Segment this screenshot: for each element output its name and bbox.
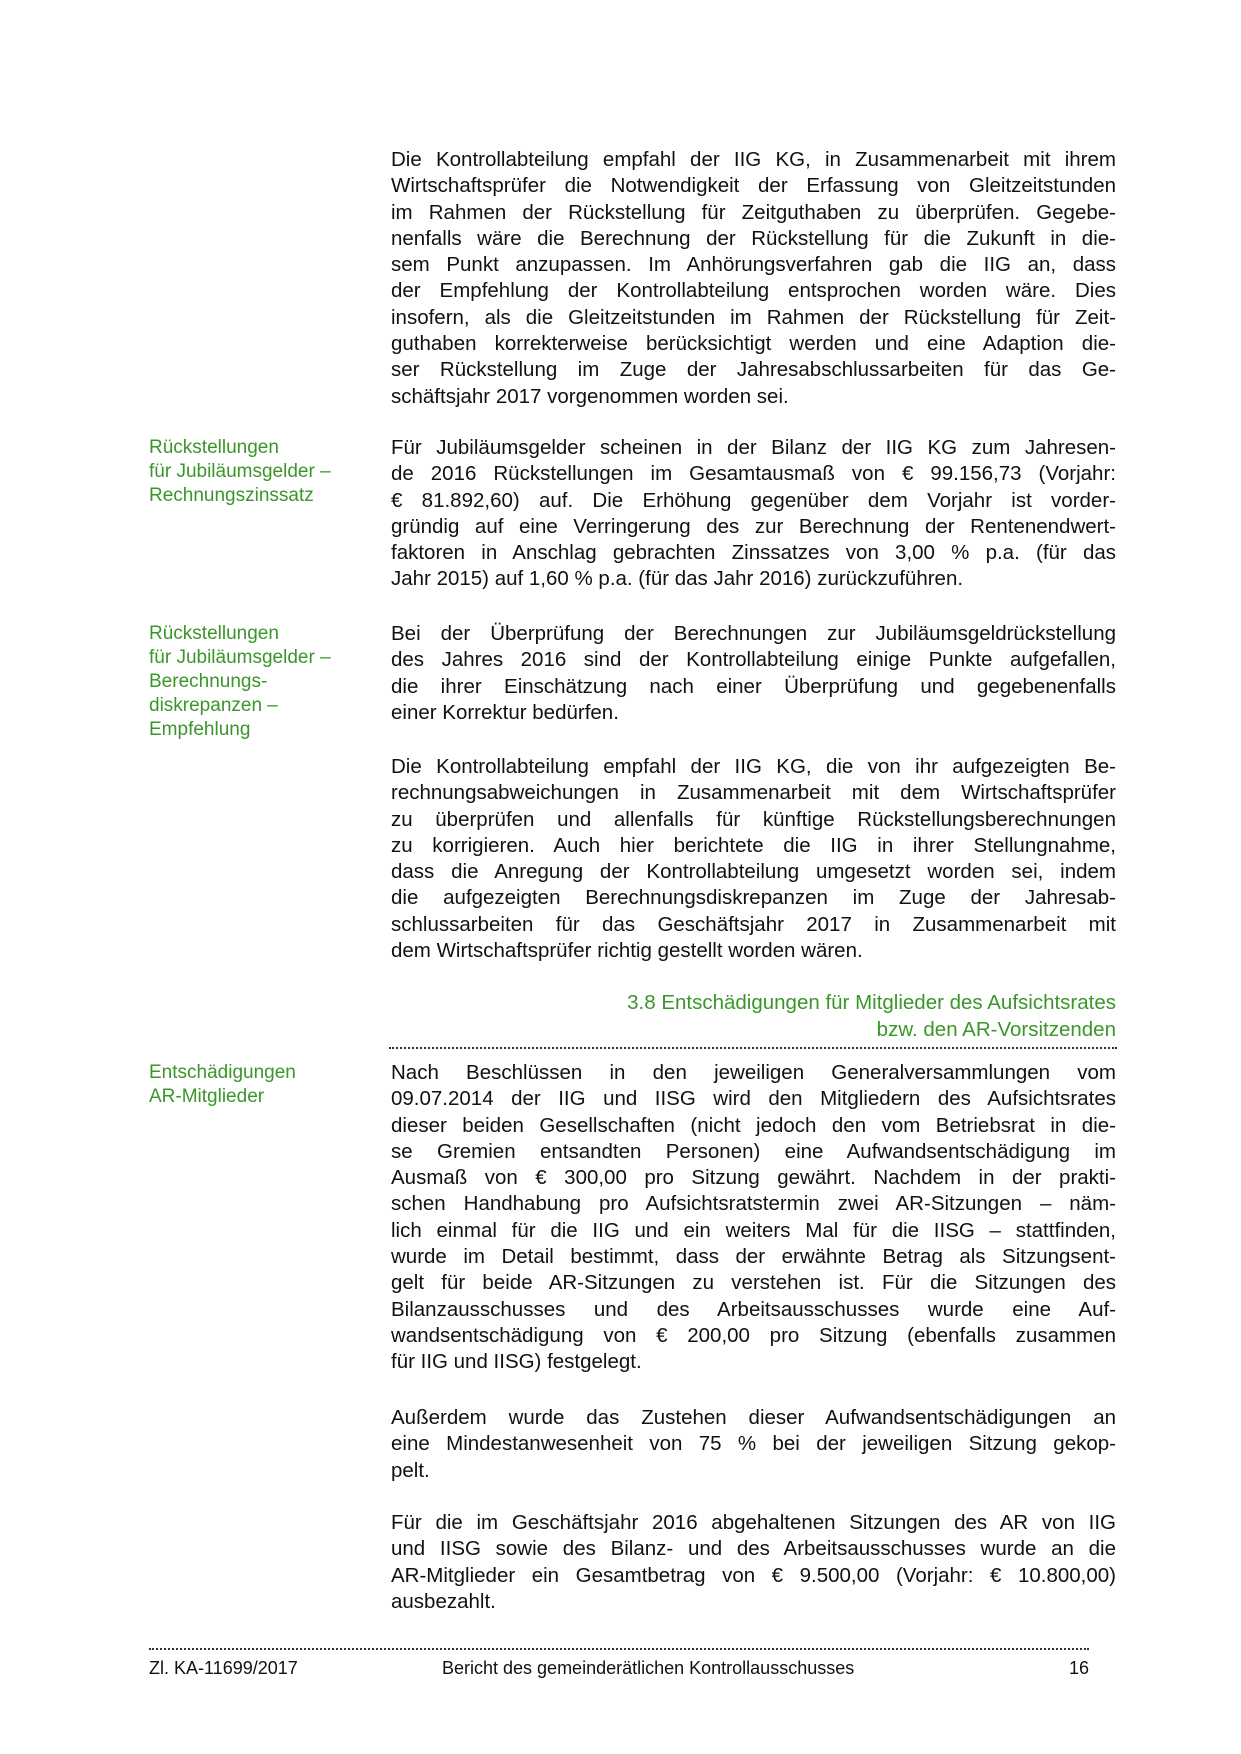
sidenote-line: Rechnungszinssatz — [149, 485, 314, 506]
footer-title: Bericht des gemeinderätlichen Kontrollausschusses — [442, 1658, 855, 1678]
text-line: Jahr 2015) auf 1,60 % p.a. (für das Jahr 2016) zurückzuführen. — [391, 567, 964, 591]
text-line: dass die Anregung der Kontrollabteilung umgesetzt worden sei, indem — [391, 860, 1116, 884]
text-line: wurde im Detail bestimmt, dass der erwähnte Betrag als Sitzungsent- — [391, 1245, 1116, 1269]
paragraph-mindestanwesenheit — [391, 1405, 1116, 1484]
text-line: Die Kontrollabteilung empfahl der IIG KG, in Zusammenarbeit mit ihrem — [391, 148, 1116, 171]
text-line: Außerdem wurde das Zustehen dieser Aufwandsentschädigungen an — [391, 1406, 1116, 1429]
sidenote-line: Empfehlung — [149, 719, 251, 740]
text-line: insofern, als die Gleitzeitstunden im Rahmen der Rückstellung für Zeit- — [391, 305, 1116, 329]
sidenote-line: Entschädigungen — [149, 1062, 296, 1083]
sidenote-berechnungsdiskrepanzen — [149, 622, 369, 742]
section-divider — [389, 1047, 1117, 1049]
paragraph-zeitguthaben-empfehlung — [391, 147, 1116, 410]
paragraph-gesamtbetrag — [391, 1510, 1116, 1615]
sidenote-line: für Jubiläumsgelder – — [149, 647, 331, 668]
text-line: Nach Beschlüssen in den jeweiligen Generalversammlungen vom — [391, 1061, 1116, 1084]
text-line: Bilanzausschusses und des Arbeitsausschusses wurde eine Auf- — [391, 1297, 1116, 1321]
text-line: Die Kontrollabteilung empfahl der IIG KG, die von ihr aufgezeigten Be- — [391, 755, 1116, 778]
footer-reference: Zl. KA-11699/2017 — [149, 1658, 298, 1678]
section-heading-line2: bzw. den AR-Vorsitzenden — [876, 1017, 1116, 1041]
text-line: schäftsjahr 2017 vorgenommen worden sei. — [391, 384, 789, 408]
sidenote-entschaedigungen — [149, 1061, 369, 1109]
text-line: Bei der Überprüfung der Berechnungen zur Jubiläumsgeldrückstellung — [391, 622, 1116, 645]
text-line: des Jahres 2016 sind der Kontrollabteilung einige Punkte aufgefallen, — [391, 648, 1116, 672]
text-line: lich einmal für die IIG und ein weiters Mal für die IISG – stattfinden, — [391, 1218, 1116, 1242]
text-line: AR-Mitglieder ein Gesamtbetrag von € 9.500,00 (Vorjahr: € 10.800,00) — [391, 1563, 1116, 1587]
text-line: Für die im Geschäftsjahr 2016 abgehaltenen Sitzungen des AR von IIG — [391, 1511, 1116, 1534]
text-line: gelt für beide AR-Sitzungen zu verstehen ist. Für die Sitzungen des — [391, 1271, 1116, 1295]
sidenote-line: Rückstellungen — [149, 623, 279, 644]
text-line: im Rahmen der Rückstellung für Zeitguthaben zu überprüfen. Gegebe- — [391, 200, 1116, 224]
section-heading — [391, 990, 1116, 1043]
text-line: guthaben korrekterweise berücksichtigt werden und eine Adaption die- — [391, 332, 1116, 356]
text-line: nenfalls wäre die Berechnung der Rückstellung für die Zukunft in die- — [391, 226, 1116, 250]
text-line: Wirtschaftsprüfer die Notwendigkeit der Erfassung von Gleitzeitstunden — [391, 174, 1116, 198]
text-line: schlussarbeiten für das Geschäftsjahr 2017 in Zusammenarbeit mit — [391, 912, 1116, 936]
text-line: ser Rückstellung im Zuge der Jahresabschlussarbeiten für das Ge- — [391, 358, 1116, 382]
text-line: und IISG sowie des Bilanz- und des Arbeitsausschusses wurde an die — [391, 1537, 1116, 1561]
text-line: schen Handhabung pro Aufsichtsratstermin zwei AR-Sitzungen – näm- — [391, 1192, 1116, 1216]
text-line: die aufgezeigten Berechnungsdiskrepanzen im Zuge der Jahresab- — [391, 886, 1116, 910]
text-line: rechnungsabweichungen in Zusammenarbeit mit dem Wirtschaftsprüfer — [391, 781, 1116, 805]
text-line: faktoren in Anschlag gebrachten Zinssatzes von 3,00 % p.a. (für das — [391, 541, 1116, 565]
text-line: de 2016 Rückstellungen im Gesamtausmaß von € 99.156,73 (Vorjahr: — [391, 462, 1116, 486]
text-line: se Gremien entsandten Personen) eine Aufwandsentschädigung im — [391, 1139, 1116, 1163]
text-line: dieser beiden Gesellschaften (nicht jedoch den vom Betriebsrat in die- — [391, 1113, 1116, 1137]
text-line: eine Mindestanwesenheit von 75 % bei der jeweiligen Sitzung gekop- — [391, 1432, 1116, 1456]
sidenote-line: für Jubiläumsgelder – — [149, 461, 331, 482]
text-line: sem Punkt anzupassen. Im Anhörungsverfahren gab die IIG an, dass — [391, 253, 1116, 277]
footer-divider — [149, 1648, 1089, 1650]
text-line: gründig auf eine Verringerung des zur Berechnung der Rentenendwert- — [391, 514, 1116, 538]
text-line: € 81.892,60) auf. Die Erhöhung gegenüber dem Vorjahr ist vorder- — [391, 488, 1116, 512]
paragraph-ueberpruefung — [391, 621, 1116, 726]
sidenote-line: Berechnungs- — [149, 671, 268, 692]
paragraph-empfehlung-korrektur — [391, 754, 1116, 964]
text-line: die ihrer Einschätzung nach einer Überprüfung und gegebenenfalls — [391, 674, 1116, 698]
text-line: zu überprüfen und allenfalls für künftige Rückstellungsberechnungen — [391, 807, 1116, 831]
text-line: für IIG und IISG) festgelegt. — [391, 1350, 642, 1374]
sidenote-rechnungszinssatz — [149, 436, 369, 508]
text-line: zu korrigieren. Auch hier berichtete die IIG in ihrer Stellungnahme, — [391, 833, 1116, 857]
paragraph-jubilaeumsgelder — [391, 435, 1116, 593]
text-line: pelt. — [391, 1458, 430, 1482]
text-line: 09.07.2014 der IIG und IISG wird den Mitgliedern des Aufsichtsrates — [391, 1087, 1116, 1111]
text-line: wandsentschädigung von € 200,00 pro Sitzung (ebenfalls zusammen — [391, 1323, 1116, 1347]
text-line: einer Korrektur bedürfen. — [391, 700, 619, 724]
text-line: ausbezahlt. — [391, 1589, 496, 1613]
sidenote-line: AR-Mitglieder — [149, 1086, 265, 1107]
paragraph-beschluesse — [391, 1060, 1116, 1376]
sidenote-line: diskrepanzen – — [149, 695, 278, 716]
text-line: der Empfehlung der Kontrollabteilung entsprochen worden wäre. Dies — [391, 279, 1116, 303]
text-line: Ausmaß von € 300,00 pro Sitzung gewährt. Nachdem in der prakti- — [391, 1166, 1116, 1190]
text-line: dem Wirtschaftsprüfer richtig gestellt worden wären. — [391, 939, 863, 963]
section-heading-line1: 3.8 Entschädigungen für Mitglieder des Aufsichtsrates — [627, 991, 1116, 1014]
sidenote-line: Rückstellungen — [149, 437, 279, 458]
text-line: Für Jubiläumsgelder scheinen in der Bilanz der IIG KG zum Jahresen- — [391, 436, 1116, 459]
page-number: 16 — [1069, 1658, 1090, 1678]
